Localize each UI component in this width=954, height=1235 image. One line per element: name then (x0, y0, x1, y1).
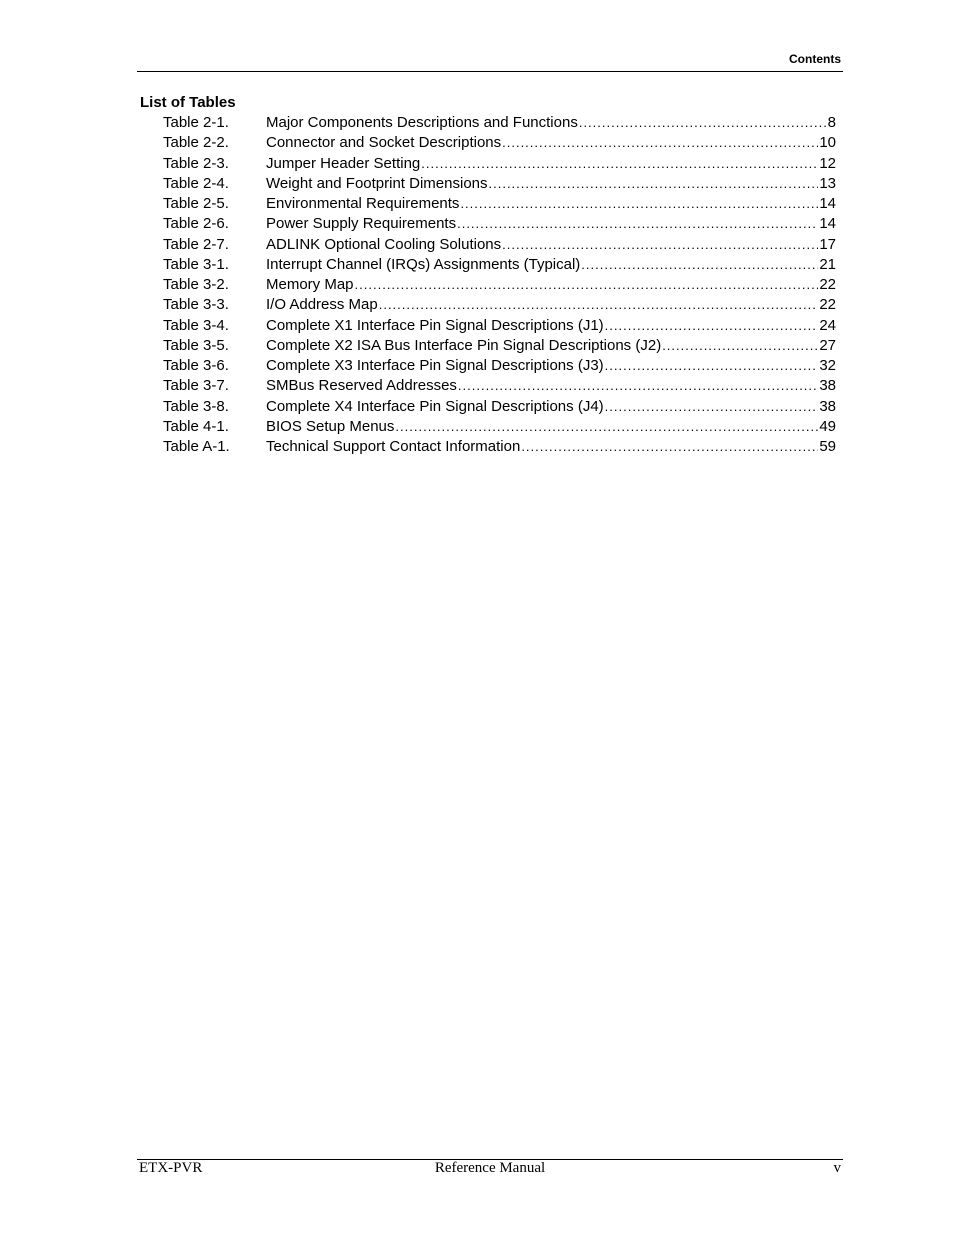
toc-entry-page: 8 (827, 114, 836, 131)
toc-dot-leader (662, 336, 818, 356)
toc-entry-number: Table 2-7. (163, 235, 229, 253)
toc-entry-title: Weight and Footprint Dimensions (266, 174, 488, 192)
toc-entry[interactable] (163, 397, 836, 417)
toc-dot-leader (421, 154, 818, 174)
footer-document-title: Reference Manual (434, 1160, 546, 1176)
toc-entry-page: 49 (819, 417, 836, 435)
toc-entry[interactable] (163, 174, 836, 194)
list-of-tables (163, 113, 836, 457)
list-of-tables-heading: List of Tables (140, 94, 236, 111)
toc-entry-number: Table 3-2. (163, 276, 229, 293)
toc-entry-title: Complete X2 ISA Bus Interface Pin Signal Descriptions (J2) (266, 336, 662, 354)
toc-dot-leader (605, 356, 819, 376)
toc-entry-page: 13 (819, 174, 836, 192)
toc-entry-page: 17 (819, 235, 836, 253)
toc-entry-title: Jumper Header Setting (266, 154, 421, 172)
toc-entry-title: Complete X3 Interface Pin Signal Descriptions (J3) (266, 357, 604, 374)
toc-entry-title: Interrupt Channel (IRQs) Assignments (Typical) (266, 255, 581, 273)
toc-dot-leader (458, 376, 818, 396)
toc-entry[interactable] (163, 437, 836, 457)
toc-entry-title: Power Supply Requirements (266, 215, 457, 233)
toc-dot-leader (502, 133, 818, 153)
toc-entry-title: Environmental Requirements (266, 195, 460, 212)
toc-entry[interactable] (163, 235, 836, 255)
toc-dot-leader (581, 255, 818, 275)
toc-entry-number: Table 3-3. (163, 296, 229, 314)
toc-entry-title: Complete X1 Interface Pin Signal Descriptions (J1) (266, 316, 604, 334)
toc-entry-number: Table 3-6. (163, 357, 229, 374)
toc-entry-number: Table 3-1. (163, 255, 229, 273)
toc-entry[interactable] (163, 275, 836, 295)
toc-entry-number: Table 2-4. (163, 174, 229, 192)
toc-entry[interactable] (163, 133, 836, 153)
footer-product-name: ETX-PVR (139, 1160, 203, 1176)
toc-dot-leader (502, 235, 818, 255)
toc-entry-page: 14 (819, 195, 836, 212)
toc-dot-leader (355, 275, 819, 295)
toc-entry-title: I/O Address Map (266, 296, 378, 314)
toc-entry[interactable] (163, 255, 836, 275)
toc-entry-page: 27 (819, 336, 836, 354)
toc-entry-title: Complete X4 Interface Pin Signal Descriptions (J4) (266, 397, 604, 415)
toc-entry-page: 38 (819, 377, 836, 395)
toc-entry[interactable] (163, 316, 836, 336)
toc-entry[interactable] (163, 113, 836, 133)
toc-entry-title: Major Components Descriptions and Functions (266, 114, 578, 131)
toc-entry-number: Table 2-3. (163, 154, 229, 172)
toc-entry-number: Table A-1. (163, 438, 230, 455)
toc-entry-page: 21 (819, 255, 836, 273)
toc-entry[interactable] (163, 417, 836, 437)
toc-entry-page: 22 (819, 276, 836, 293)
toc-entry-page: 38 (819, 397, 836, 415)
toc-entry[interactable] (163, 194, 836, 214)
toc-entry-number: Table 3-8. (163, 397, 229, 415)
toc-entry-number: Table 3-7. (163, 377, 229, 395)
toc-entry[interactable] (163, 295, 836, 315)
toc-entry-page: 14 (819, 215, 836, 233)
toc-entry-page: 59 (819, 438, 836, 455)
toc-dot-leader (457, 214, 818, 234)
toc-entry-number: Table 2-6. (163, 215, 229, 233)
toc-entry-title: Connector and Socket Descriptions (266, 134, 502, 152)
toc-entry-number: Table 2-1. (163, 114, 229, 131)
toc-entry[interactable] (163, 336, 836, 356)
toc-entry-number: Table 3-4. (163, 316, 229, 334)
toc-entry-title: Technical Support Contact Information (266, 438, 521, 455)
toc-entry-number: Table 2-5. (163, 195, 229, 212)
toc-dot-leader (489, 174, 819, 194)
toc-entry-number: Table 3-5. (163, 336, 229, 354)
toc-entry-title: SMBus Reserved Addresses (266, 377, 457, 395)
toc-dot-leader (395, 417, 818, 437)
toc-dot-leader (605, 316, 819, 336)
toc-entry-title: ADLINK Optional Cooling Solutions (266, 235, 502, 253)
toc-entry[interactable] (163, 356, 836, 376)
toc-entry-page: 24 (819, 316, 836, 334)
toc-entry-page: 32 (819, 357, 836, 374)
toc-dot-leader (379, 295, 819, 315)
toc-entry-title: Memory Map (266, 276, 354, 293)
toc-dot-leader (579, 113, 827, 133)
toc-entry-number: Table 4-1. (163, 417, 229, 435)
toc-entry-page: 22 (819, 296, 836, 314)
page-header-title: Contents (789, 52, 841, 66)
toc-dot-leader (605, 397, 819, 417)
toc-entry-title: BIOS Setup Menus (266, 417, 395, 435)
toc-entry[interactable] (163, 214, 836, 234)
toc-dot-leader (521, 437, 818, 457)
toc-entry[interactable] (163, 376, 836, 396)
header-divider (137, 71, 843, 72)
toc-entry-number: Table 2-2. (163, 134, 229, 152)
toc-entry-page: 10 (819, 134, 836, 152)
toc-entry-page: 12 (819, 154, 836, 172)
toc-dot-leader (460, 194, 818, 214)
footer-page-number: v (833, 1160, 841, 1176)
toc-entry[interactable] (163, 154, 836, 174)
